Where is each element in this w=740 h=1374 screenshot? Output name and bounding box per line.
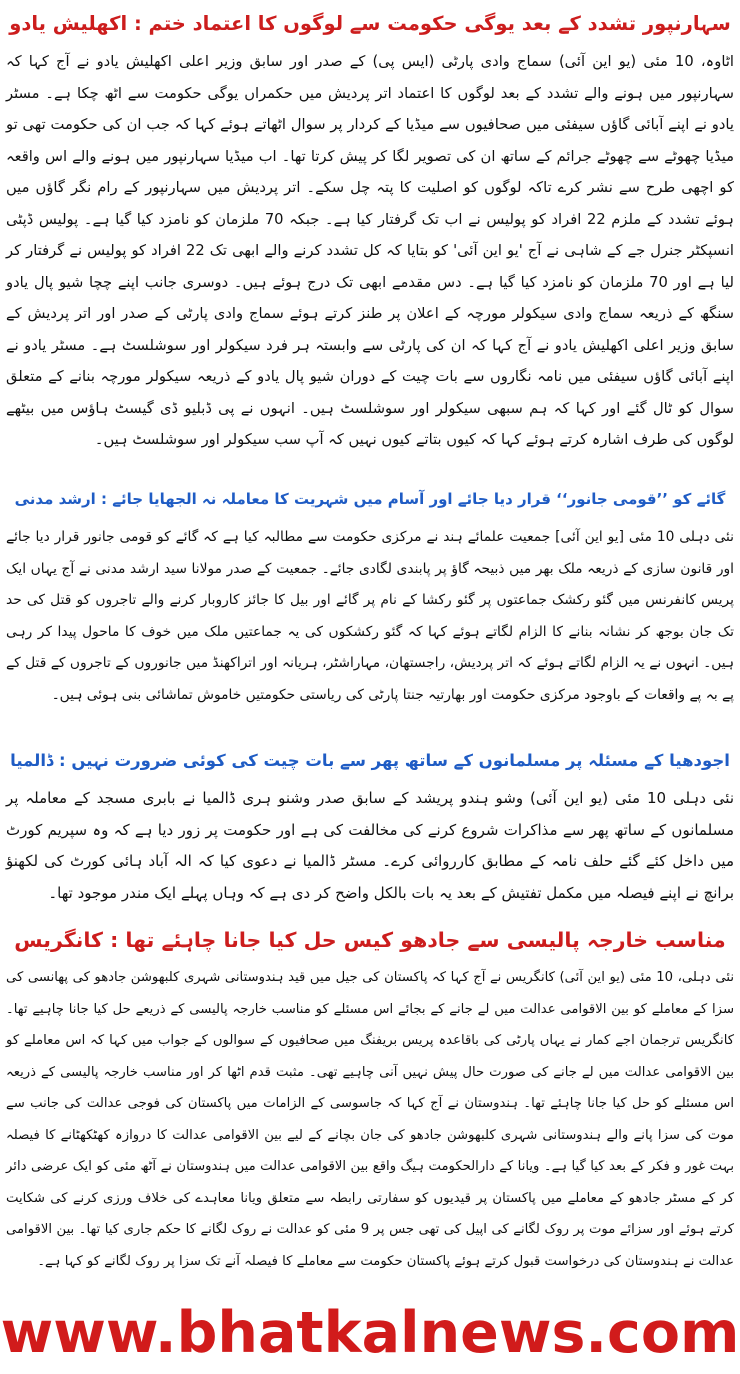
article-body: نئی دہلی، 10 مئی (یو این آئی) کانگریس نے آج کہا کہ پاکستان کی جیل میں قید ہندوستانی شہری کلبھوشن جادھو کی پھانسی کی سزا کے معاملے کو بین الاقوامی عدالت میں لے جانے کے بجائے اس مسئلے کو مناسب خارجہ پالیسی کے ذریعے حل کیا جانا چاہیے تھا۔ کانگریس ترجمان اجے کمار نے یہاں پارٹی کی باقاعدہ پریس بریفنگ میں صحافیوں کے سوالوں کے جواب میں کہا کہ اس معاملے کو بین الاقوامی عدالت میں لے جانے کی صورت حال پیش نہیں آنی چاہیے تھی۔ مثبت قدم اٹھا کر اور مناسب خارجہ پالیسی کے ذریعہ اس مسئلے کو حل کیا جانا چاہئے تھا۔ ہندوستان نے آج کہا کہ جاسوسی کے الزامات میں پاکستان کی فوجی عدالت کی جانب سے موت کی سزا پانے والے ہندوستانی شہری کلبھوشن جادھو کی جان بچانے کے لیے بین الاقوامی عدالت کا دروازہ کھٹکھٹانے کا فیصلہ بہت غور و فکر کے بعد کیا گیا ہے۔ ویانا کے دارالحکومت ہیگ واقع بین الاقوامی عدالت میں ہندوستان نے آٹھ مئی کو ایک عرضی دائر کر کے مسٹر جادھو کے معاملے میں پاکستان پر قیدیوں کو سفارتی رابطہ سے متعلق ویانا معاہدے کی خلاف ورزی کرنے کی شکایت کرتے ہوئے اور سزائے موت پر روک لگانے کی اپیل کی تھی جس پر 9 مئی کو عدالت نے روک لگانے کا حکم جاری کیا تھا۔ بین الاقوامی عدالت نے ہندوستان کی درخواست قبول کرتے ہوئے پاکستان حکومت سے معاملے کا فیصلہ آنے تک سزا پر روک لگانے کو کہا ہے۔ (6, 970, 735, 1269)
article-body: اٹاوہ، 10 مئی (یو این آئی) سماج وادی پارٹی (ایس پی) کے صدر اور سابق وزیر اعلی اکھلیش یادو نے آج کہا کہ سہارنپور میں ہونے والے تشدد کے بعد لوگوں کا اعتماد اتر پردیش میں حکمراں یوگی حکومت سے اٹھ چکا ہے۔ مسٹر یادو نے اپنے آبائی گاؤں سیفئی میں صحافیوں سے میڈیا کے کردار پر سوال اٹھاتے ہوئے کہا کہ جب ان کی حکومت تھی تو میڈیا چھوٹے سے چھوٹے جرائم کے ساتھ ان کی تصویر لگا کر پیش کرتا تھا۔ اب میڈیا سہارنپور میں ہونے والے اس واقعہ کو اچھی طرح سے نشر کرے تاکہ لوگوں کو اصلیت کا پتہ چل سکے۔ اتر پردیش میں سہارنپور کے رام نگر گاؤں میں ہوئے تشدد کے ملزم 22 افراد کو پولیس نے اب تک گرفتار کیا ہے۔ جبکہ 70 ملزمان کو نامزد کیا گیا ہے۔ پولیس ڈپٹی انسپکٹر جنرل جے کے شاہی نے آج 'یو این آئی' کو بتایا کہ کل تشدد کرنے والے ابھی تک 22 افراد کو پولیس نے گرفتار کر لیا ہے اور 70 ملزمان کو نامزد کیا گیا ہے۔ دس مقدمے ابھی تک درج ہوئے ہیں۔ دوسری جانب اپنے چچا شیو پال یادو سنگھ کے ذریعہ سماج وادی سیکولر مورچہ کے اعلان پر طنز کرتے ہوئے سماج وادی پارٹی کے صدر اور اتر پردیش کے سابق وزیر اعلی اکھلیش یادو نے آج کہا کہ ان کی پارٹی سے وابستہ ہر فرد سیکولر اور سوشلسٹ ہے۔ مسٹر یادو نے اپنے آبائی گاؤں سیفئی میں نامہ نگاروں سے بات چیت کے دوران شیو پال یادو کے ذریعہ سیکولر مورچہ بنانے کے متعلق سوال کو ٹال گئے اور کہا کہ ہم سبھی سیکولر اور سوشلسٹ ہیں۔ انہوں نے پی ڈبلیو ڈی گیسٹ ہاؤس میں بیٹھے لوگوں کی طرف اشارہ کرتے ہوئے کہا کہ کیوں بتاتے کیوں نہیں کہ آپ سب سیکولر اور سوشلسٹ ہیں۔ (6, 53, 735, 448)
article-congress (6, 918, 734, 1277)
article-body: نئی دہلی 10 مئی (یو این آئی) وشو ہندو پریشد کے سابق صدر وشنو ہری ڈالمیا نے بابری مسجد کے معاملہ پر مسلمانوں کے ساتھ پھر سے مذاکرات شروع کرنے کی مخالفت کی ہے اور حکومت پر زور دیا ہے کہ وہ سپریم کورٹ میں داخل کئے گئے حلف نامہ کے مطابق کارروائی کرے۔ مسٹر ڈالمیا نے دعوی کیا کہ الہ آباد ہائی کورٹ کی لکھنؤ برانچ نے اپنے فیصلہ میں مکمل تفتیش کے بعد یہ بات بالکل واضح کر دی ہے کہ وہاں پہلے ایک مندر موجود تھا۔ (6, 789, 734, 902)
article-akhilesh (6, 2, 734, 456)
article-headline: سہارنپور تشدد کے بعد یوگی حکومت سے لوگوں کا اعتماد ختم : اکھلیش یادو (9, 12, 731, 35)
article-headline: اجودھیا کے مسئلہ پر مسلمانوں کے ساتھ پھر سے بات چیت کی کوئی ضرورت نہیں : ڈالمیا (10, 751, 730, 770)
site-url-banner: www.bhatkalnews.com (0, 1300, 740, 1366)
article-dalmia (6, 739, 734, 909)
article-madani (6, 476, 734, 711)
article-headline: گائے کو ’’قومی جانور‘‘ قرار دیا جائے اور آسام میں شہریت کا معاملہ نہ الجھایا جائے : ارشد مدنی (14, 490, 726, 508)
article-body: نئی دہلی 10 مئی [یو این آئی] جمعیت علمائے ہند نے مرکزی حکومت سے مطالبہ کیا ہے کہ گائے کو قومی جانور قرار دیا جائے اور قانون سازی کے ذریعہ ملک بھر میں ذبیحہ گاؤ پر پابندی لگادی جائے۔ جمعیت کے صدر مولانا سید ارشد مدنی نے آج یہاں ایک پریس کانفرنس میں گئو رکشک جماعتوں پر گئو رکشا کے نام پر گائے اور بیل کا جائز کاروبار کرنے والے تاجروں کو قتل کی حد تک جان بوجھ کر نشانہ بنانے کا الزام لگاتے ہوئے کہا کہ گئو رکشکوں کی یہ جماعتیں ملک میں خوف کا ماحول پیدا کر رہی ہیں۔ انہوں نے یہ الزام لگاتے ہوئے کہ اتر پردیش، راجستھان، مہاراشٹر، ہریانہ اور اتراکھنڈ میں جانوروں کے تاجروں کے قتل کے پے بہ پے واقعات کے باوجود مرکزی حکومت اور بھارتیہ جنتا پارٹی کی ریاستی حکومتیں خاموش تماشائی بنی ہوئی ہیں۔ (6, 529, 734, 703)
article-headline: مناسب خارجہ پالیسی سے جادھو کیس حل کیا جانا چاہئے تھا : کانگریس (14, 928, 726, 952)
